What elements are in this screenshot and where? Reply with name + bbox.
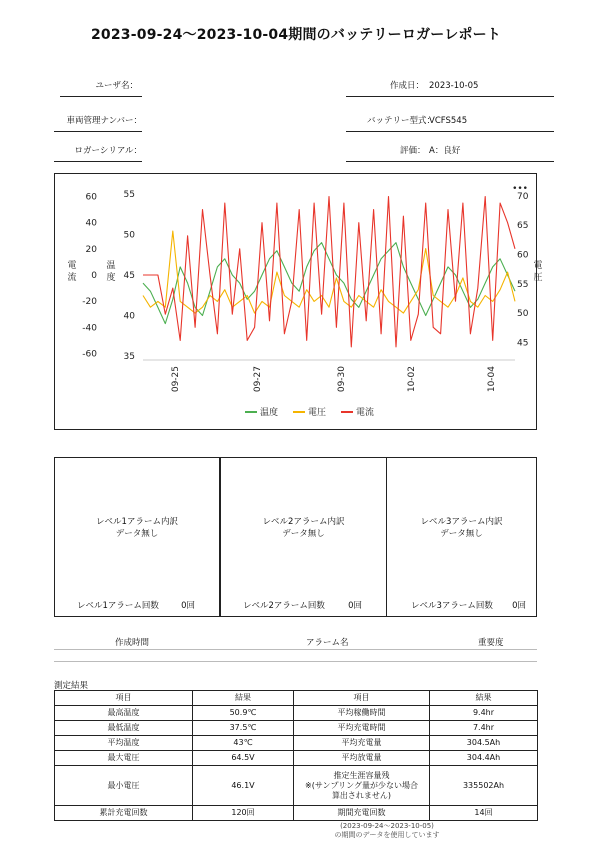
alarm-level3-count-value: 0回 xyxy=(512,601,526,611)
alarm-level1-count-label: レベル1アラーム回数 xyxy=(77,601,159,611)
current-tick-label: -60 xyxy=(82,349,97,360)
current-tick-label: -40 xyxy=(82,323,97,334)
results-cell: 累計充電回数 xyxy=(55,806,193,821)
results-footnote-note: の期間のデータを使用しています xyxy=(334,831,440,839)
current-tick-label: 20 xyxy=(85,244,97,255)
logger-serial-row xyxy=(54,145,142,162)
results-cell: 期間充電回数 xyxy=(294,806,430,821)
temperature-axis-title: 温度 xyxy=(106,261,116,283)
results-cell: 335502Ah xyxy=(430,766,538,806)
alarm-level3-breakdown: レベル3アラーム内訳 xyxy=(420,517,503,527)
created-date-label: 作成日： xyxy=(390,81,425,91)
battery-model-row xyxy=(346,115,554,132)
alarm-level3-panel xyxy=(386,457,537,617)
results-cell: 平均放電量 xyxy=(294,751,430,766)
alarm-col-name: アラーム名 xyxy=(306,638,349,648)
alarm-level1-count-value: 0回 xyxy=(181,601,195,611)
battery-model-value: VCFS545 xyxy=(429,116,468,126)
legend-label-current: 電流 xyxy=(356,408,375,418)
table-row xyxy=(55,721,538,736)
legend-label-temperature: 温度 xyxy=(260,408,279,418)
vehicle-number-label: 車両管理ナンバー： xyxy=(66,116,142,126)
voltage-tick-label: 45 xyxy=(517,338,529,349)
rating-label: 評価： xyxy=(400,146,426,156)
results-cell: 43℃ xyxy=(193,736,294,751)
alarm-col-severity: 重要度 xyxy=(478,638,504,648)
results-cell: 推定生涯容量残 ※(サンプリング量が少ない場合 算出されません) xyxy=(294,766,430,806)
alarm-level3-nodata: データ無し xyxy=(440,529,483,539)
x-tick-label: 10-04 xyxy=(487,366,497,393)
voltage-tick-label: 65 xyxy=(517,221,529,232)
battery-model-label: バッテリー型式： xyxy=(367,116,436,126)
temperature-tick-label: 50 xyxy=(123,230,135,241)
results-cell: 平均温度 xyxy=(55,736,193,751)
x-tick-label: 09-30 xyxy=(337,366,347,393)
results-footnote-period: (2023-09-24～2023-10-05) xyxy=(340,822,434,830)
results-cell: 最低温度 xyxy=(55,721,193,736)
voltage-tick-label: 55 xyxy=(517,279,529,290)
results-header: 結果 xyxy=(193,691,294,706)
table-row xyxy=(55,706,538,721)
results-cell: 平均稼働時間 xyxy=(294,706,430,721)
results-cell: 304.5Ah xyxy=(430,736,538,751)
legend-label-voltage: 電圧 xyxy=(308,408,327,418)
results-cell: 平均充電時間 xyxy=(294,721,430,736)
alarm-divider xyxy=(54,661,537,662)
user-name-label: ユーザ名： xyxy=(95,81,138,91)
current-tick-label: -20 xyxy=(82,297,97,308)
results-cell: 37.5℃ xyxy=(193,721,294,736)
results-cell: 最大電圧 xyxy=(55,751,193,766)
temperature-tick-label: 55 xyxy=(123,190,135,201)
report-title: 2023-09-24～2023-10-04期間のバッテリーロガーレポート xyxy=(90,27,502,43)
results-header: 項目 xyxy=(294,691,430,706)
results-cell: 46.1V xyxy=(193,766,294,806)
alarm-divider xyxy=(54,649,537,650)
alarm-level3-count-label: レベル3アラーム回数 xyxy=(411,601,493,611)
user-name-row xyxy=(60,80,142,97)
results-cell: 64.5V xyxy=(193,751,294,766)
created-date-value: 2023-10-05 xyxy=(429,81,479,91)
results-cell: 304.4Ah xyxy=(430,751,538,766)
current-axis-title: 電流 xyxy=(67,261,77,283)
alarm-level2-breakdown: レベル2アラーム内訳 xyxy=(262,517,345,527)
voltage-tick-label: 50 xyxy=(517,309,529,320)
current-tick-label: 40 xyxy=(85,218,97,229)
table-row xyxy=(55,766,538,806)
battery-chart xyxy=(55,174,543,429)
results-footnote xyxy=(312,822,462,840)
temperature-tick-label: 40 xyxy=(123,311,135,322)
voltage-tick-label: 70 xyxy=(517,191,529,202)
x-tick-label: 09-27 xyxy=(253,366,263,393)
alarm-level1-panel xyxy=(54,457,220,617)
logger-serial-label: ロガーシリアル： xyxy=(74,146,142,156)
voltage-axis-title: 電圧 xyxy=(533,261,543,283)
alarm-level1-nodata: データ無し xyxy=(115,529,159,539)
results-header-row xyxy=(55,691,538,706)
series-line-current xyxy=(143,197,515,347)
table-row xyxy=(55,751,538,766)
results-cell: 7.4hr xyxy=(430,721,538,736)
alarm-level2-count-value: 0回 xyxy=(348,601,362,611)
results-cell: 平均充電量 xyxy=(294,736,430,751)
results-header: 結果 xyxy=(430,691,538,706)
temperature-tick-label: 45 xyxy=(123,271,135,281)
vehicle-number-row xyxy=(54,115,142,132)
current-tick-label: 0 xyxy=(91,271,97,281)
more-icon: ••• xyxy=(512,184,528,194)
alarm-col-time: 作成時間 xyxy=(115,638,150,648)
rating-value: A：良好 xyxy=(429,146,461,156)
results-cell: 50.9℃ xyxy=(193,706,294,721)
results-cell: 最高温度 xyxy=(55,706,193,721)
table-row xyxy=(55,806,538,821)
alarm-level1-breakdown: レベル1アラーム内訳 xyxy=(96,517,178,527)
current-tick-label: 60 xyxy=(85,192,97,203)
results-cell: 120回 xyxy=(193,806,294,821)
temperature-tick-label: 35 xyxy=(123,351,135,362)
x-tick-label: 10-02 xyxy=(407,366,417,393)
results-section-title: 測定結果 xyxy=(54,681,89,691)
results-table xyxy=(54,690,538,821)
alarm-level2-count-label: レベル2アラーム回数 xyxy=(243,601,325,611)
alarm-level2-nodata: データ無し xyxy=(282,529,325,539)
results-header: 項目 xyxy=(55,691,193,706)
voltage-tick-label: 60 xyxy=(517,250,529,261)
table-row xyxy=(55,736,538,751)
results-cell: 9.4hr xyxy=(430,706,538,721)
chart-panel xyxy=(54,173,543,430)
created-date-row xyxy=(346,80,554,97)
alarm-level2-panel xyxy=(220,457,387,617)
results-cell: 最小電圧 xyxy=(55,766,193,806)
x-tick-label: 09-25 xyxy=(171,366,181,393)
rating-row xyxy=(346,145,554,162)
results-cell: 14回 xyxy=(430,806,538,821)
